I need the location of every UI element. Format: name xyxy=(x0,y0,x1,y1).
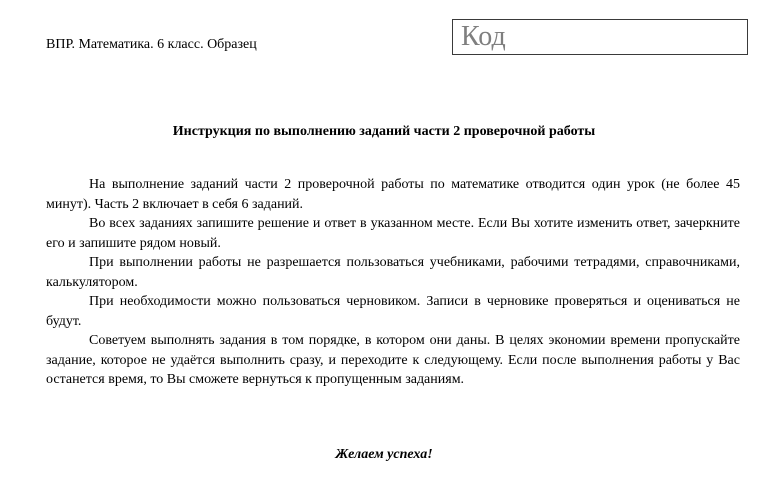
code-field[interactable] xyxy=(452,19,748,55)
instruction-paragraph: На выполнение заданий части 2 проверочной работы по математике отводится один урок (не более 45 минут). Часть 2 включает в себя 6 заданий. xyxy=(46,177,740,212)
instruction-paragraph: При выполнении работы не разрешается пользоваться учебниками, рабочими тетрадями, справочниками, калькулятором. xyxy=(46,255,740,290)
document-header-title: ВПР. Математика. 6 класс. Образец xyxy=(46,37,257,52)
instruction-paragraph: Во всех заданиях запишите решение и ответ в указанном месте. Если Вы хотите изменить ответ, зачеркните его и запишите рядом новый. xyxy=(46,216,740,251)
instructions-title: Инструкция по выполнению заданий части 2 проверочной работы xyxy=(172,124,596,139)
instruction-paragraph: Советуем выполнять задания в том порядке, в котором они даны. В целях экономии времени пропускайте задание, которое не удаётся выполнить сразу, и переходите к следующему. Если после выполнения работы у Вас останется время, то Вы сможете вернуться к пропущенным заданиям. xyxy=(46,333,740,387)
instructions-body xyxy=(46,175,740,390)
closing-wish: Желаем успеха! xyxy=(335,447,433,462)
instruction-paragraph: При необходимости можно пользоваться черновиком. Записи в черновике проверяться и оцениваться не будут. xyxy=(46,294,740,329)
code-field-label: Код xyxy=(461,21,506,52)
